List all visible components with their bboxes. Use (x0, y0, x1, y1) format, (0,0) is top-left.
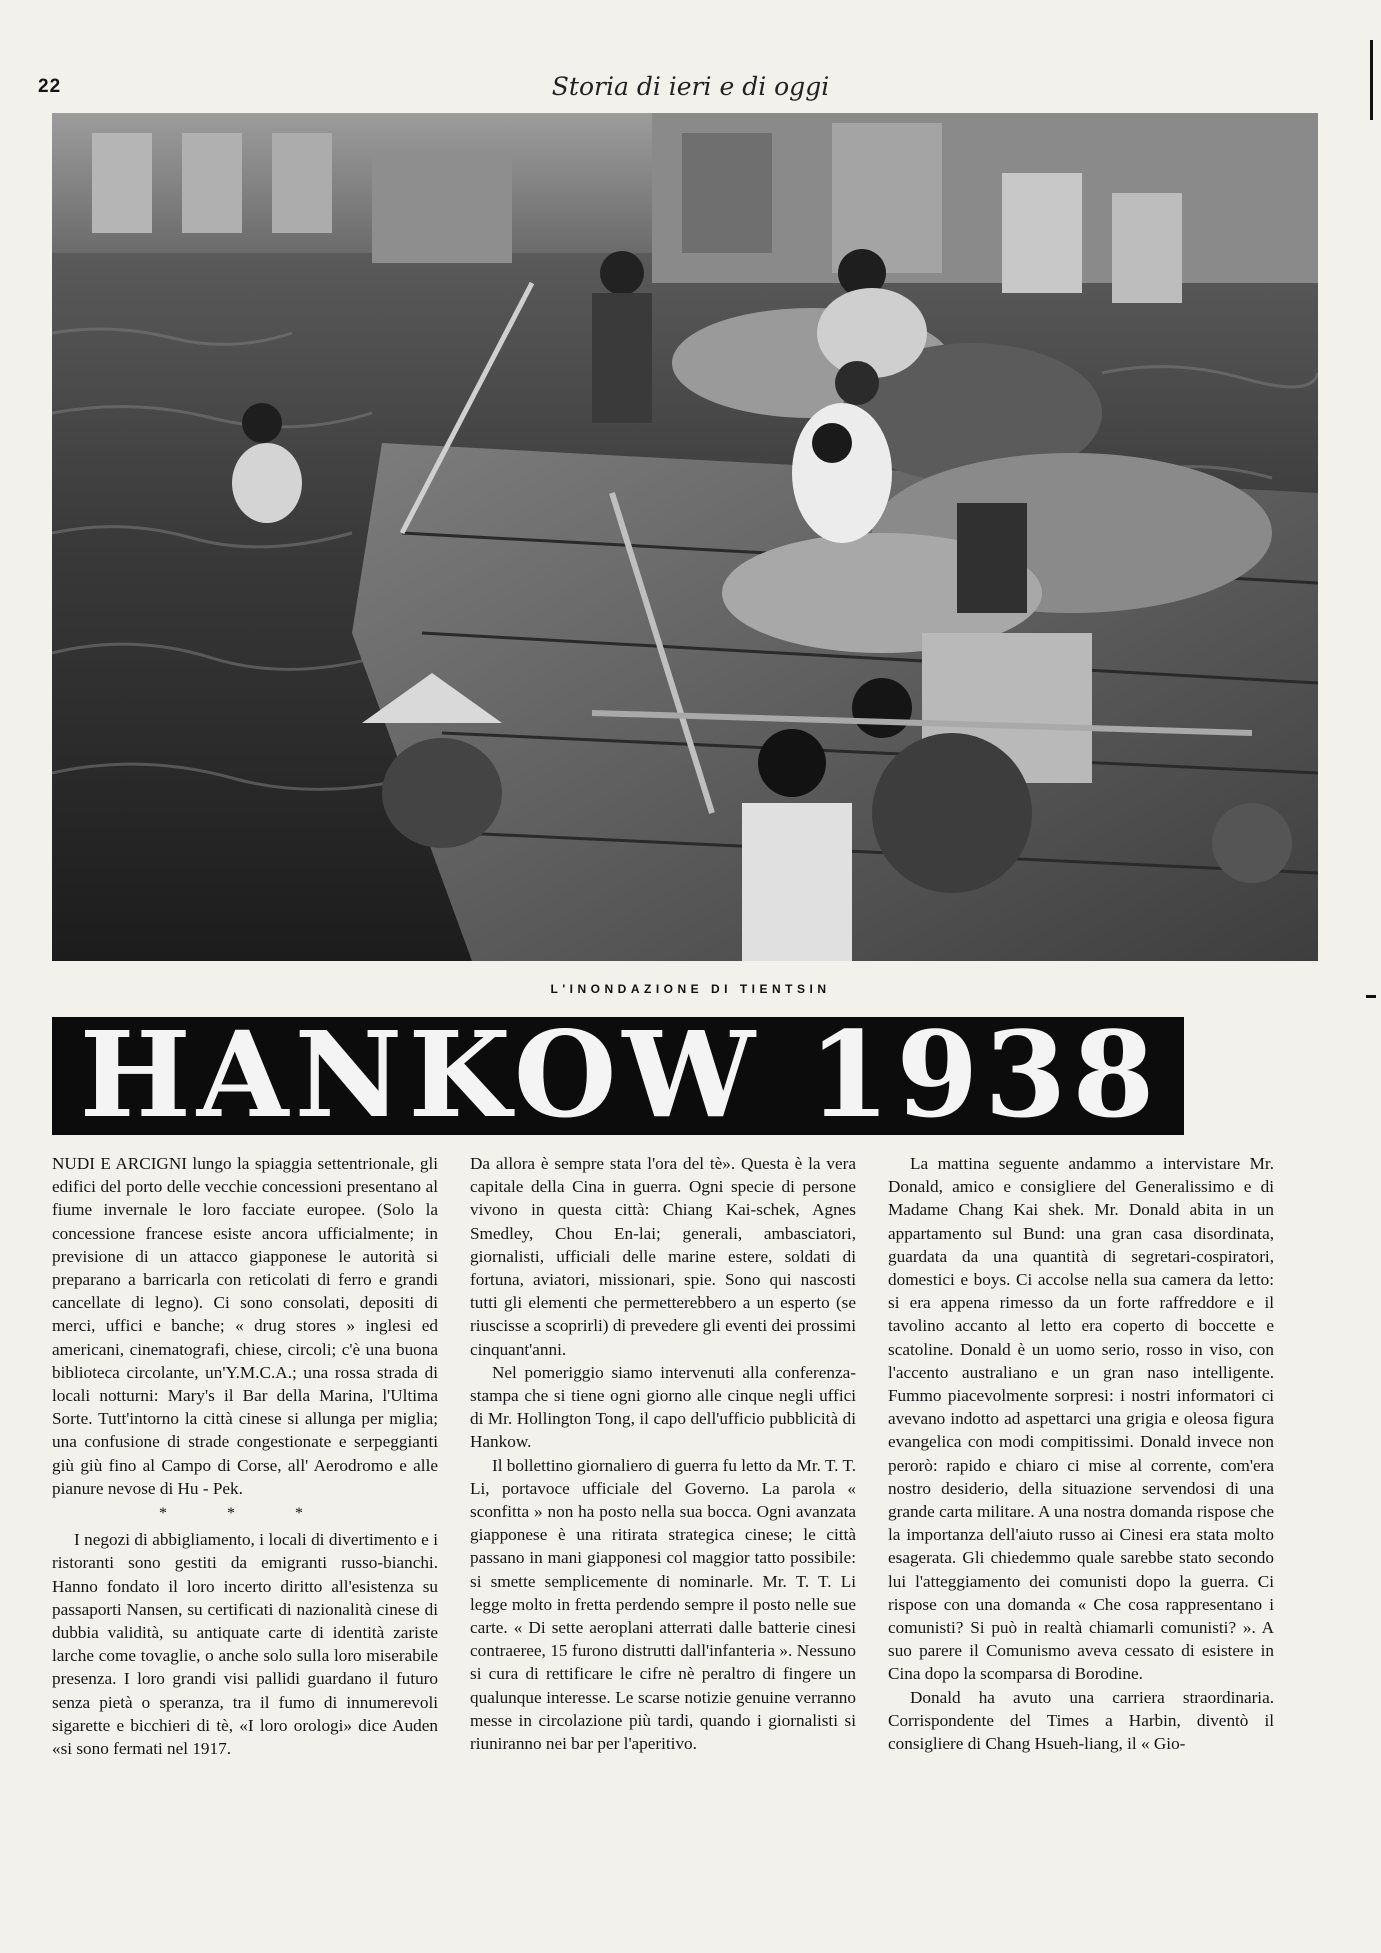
paragraph: Nel pomeriggio siamo intervenuti alla conferenza-stampa che si tiene ogni giorno alle cinque negli uffici di Mr. Hollington Tong, il capo dell'ufficio pubblicità di Hankow. (470, 1362, 856, 1452)
section-break: * * * (159, 1505, 331, 1523)
page-number: 22 (38, 76, 62, 97)
masthead-title: Storia di ieri e di oggi (551, 72, 830, 101)
column-1 (52, 1152, 438, 1912)
scan-edge-mark (1366, 995, 1376, 998)
paragraph: Da allora è sempre stata l'ora del tè». Questa è la vera capitale della Cina in guerra. Ogni specie di persone vivono in questa città: Chiang Kai-schek, Agnes Smedley, Chou En-lai; generali, ambasciatori, giornalisti, ufficiali delle marine estere, soldati di fortuna, aviatori, missionari, spie. Sono qui nascosti tutti gli elementi che permetterebbero a un esperto (se riuscisse a scoprirli) di prevedere gli eventi dei prossimi cinquant'anni. (470, 1154, 856, 1359)
photo-caption: L'INONDAZIONE DI TIENTSIN (550, 982, 831, 996)
lead-in: NUDI E ARCIGNI (52, 1154, 187, 1173)
paragraph (52, 1152, 438, 1500)
paragraph: La mattina seguente andammo a intervistare Mr. Donald, amico e consigliere del Generalissimo e di Madame Chang Kai shek. Mr. Donald abita in un appartamento sul Bund: una gran casa disordinata, guardata da una quantità di segretari-cospiratori, domestici e boys. Ci accolse nella sua camera da letto: si era appena rimesso da un forte raffreddore e il tavolino accanto al letto era coperto di boccette e scatoline. Donald è un uomo serio, rosso in viso, con l'accento australiano e un gran naso intelligente. Fummo piacevolmente sorpresi: i nostri informatori ci avevano indotto ad aspettarci una grigia e oleosa figura evangelica con modi compitissimi. Donald invece non perorò: rapido e chiaro ci mise al corrente, com'era nostro desiderio, della situazione servendosi di una grande carta militare. A una nostra domanda rispose che la importanza dell'aiuto russo ai Cinesi era stata molto esagerata. Gli chiedemmo quale sarebbe stato secondo lui l'atteggiamento dei comunisti dopo la guerra. Ci rispose con una domanda « Che cosa rappresentano i comunisti? Si può in realtà chiamarli comunisti? ». A suo parere il Comunismo aveva cessato di esistere in Cina dopo la scomparsa di Borodine. (888, 1154, 1274, 1684)
paragraph: I negozi di abbigliamento, i locali di divertimento e i ristoranti sono gestiti da emigranti russo-bianchi. Hanno fondato il loro incerto diritto all'esistenza su passaporti Nansen, su certificati di nazionalità cinese di dubbia validità, su antiquate carte di identità zariste larche come tovaglie, o anche solo sulla loro miserabile presenza. I loro grandi visi pallidi guardano il futuro senza pietà o speranza, tra il fumo di innumerevoli sigarette e bicchieri di tè, «I loro orologi» dice Auden «si sono fermati nel 1917. (52, 1530, 438, 1759)
flood-photograph (52, 113, 1318, 961)
paragraph: Il bollettino giornaliero di guerra fu letto da Mr. T. T. Li, portavoce ufficiale del Governo. La parola « sconfitta » non ha posto nella sua bocca. Ogni avanzata giapponese è una ritirata strategica cinese; le città passano in mani giapponesi col maggior tatto possibile: si smette semplicemente di nominarle. Mr. T. T. Li legge molto in fretta perdendo sempre il posto nelle sue carte. « Di sette aeroplani atterrati dalle batterie cinesi contraeree, 15 furono distrutti dall'infanteria ». Nessuno si cura di rettificare le cifre nè peraltro di fingere un qualunque interesse. Le scarse notizie genuine verranno messe in circolazione più tardi, quando i giornalisti si riuniranno nei bar per l'aperitivo. (470, 1455, 856, 1754)
scan-edge-mark (1370, 40, 1373, 120)
column-2 (470, 1152, 856, 1912)
paragraph: Donald ha avuto una carriera straordinaria. Corrispondente del Times a Harbin, diventò il consigliere di Chang Hsueh-liang, il « Gio- (888, 1687, 1274, 1754)
article-title: HANKOW 1938 (79, 1005, 1161, 1144)
paragraph-text: lungo la spiaggia settentrionale, gli edifici del porto delle vecchie concessioni presentano al fiume invernale le loro facciate europee. (Solo la concessione francese esiste ancora ufficialmente; in previsione di un attacco giapponese le autorità si preparano a barricarla con reticolati di ferro e grandi cancellate di legno). Ci sono consolati, depositi di merci, uffici e banche; « drug stores » inglesi ed americani, cinematografi, chiese, circoli; c'è una buona biblioteca circolante, un'Y.M.C.A.; una rossa strada di locali notturni: Mary's il Bar della Marina, l'Ultima Sorte. Tutt'intorno la città cinese si allunga per miglia; una confusione di strade congestionate e serpeggianti giù giù fino al Campo di Corse, all' Aerodromo e alle pianure nevose di Hu - Pek. (52, 1154, 438, 1498)
column-3 (888, 1152, 1274, 1912)
article-body (52, 1152, 1274, 1912)
